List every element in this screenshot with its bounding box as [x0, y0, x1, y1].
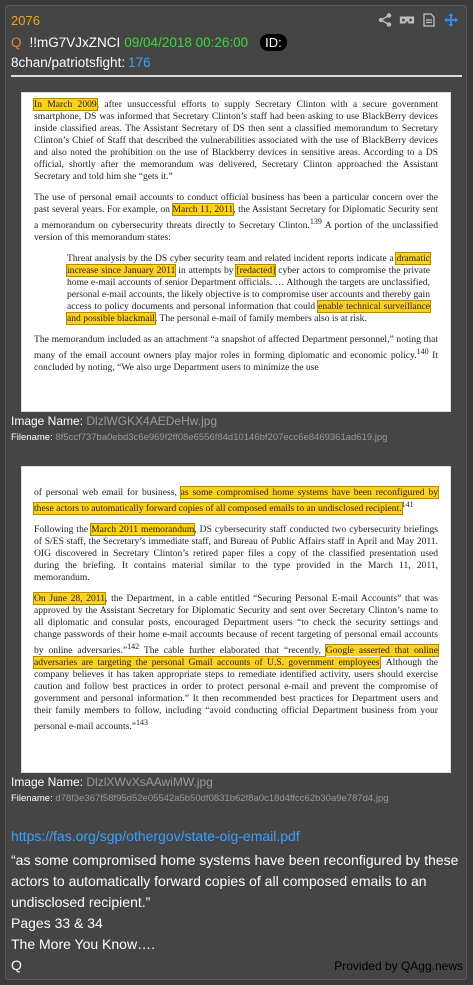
post-datetime: 09/04/2018 00:26:00	[124, 35, 249, 50]
id-badge: ID:	[260, 34, 287, 51]
attached-image-1[interactable]	[22, 93, 450, 411]
signature-q: Q	[11, 957, 22, 973]
document-page-2: of personal web email for business, as some compromised home systems have been reconfigured by these actors to automatically forward copies of all composed emails to an undisclosed recipient.$^{141}$ Following the March 2011 memorandum, DS cybersecurity staff conducted two cybersecurity briefings of S/ES staff, the Secretary’s immediate staff, and Bureau of Public Affairs staff in April and May 2011. OIG discovered in Secretary Clinton’s retired paper files a copy of the classified presentation used during the briefing. It contains material similar to the type provided in the March 11, 2011, memorandum. On June 28, 2011, the Department, in a cable entitled “Securing Personal E-mail Accounts” that was approved by the Assistant Secretary for Diplomatic Security and sent over Secretary Clinton’s name to all diplomatic and consular posts, encouraged Department users “to check the security settings and change passwords of their home e-mail accounts because of recent targeting of personal email accounts by online adversaries.”$^{142}$ The cable further elaborated that “recently, Google asserted that online adversaries are targeting the personal Gmail accounts of U.S. government employees. Although the company believes it has taken appropriate steps to remediate identified activity, users should exercise caution and follow best practices in order to protect personal e-mail and prevent the compromise of government and personal information.” It then recommended best practices for Department users and their family members to follow, including “avoid conducting official Department business from your personal e-mail accounts.”$^{143}$	[34, 487, 439, 733]
image-name-value[interactable]: DlzlXWvXsAAwiMW.jpg	[86, 775, 213, 789]
image-name-1: Image Name: DlzlWGKX4AEDeHw.jpg	[11, 414, 218, 428]
quote-text: “as some compromised home systems have been reconfigured by these actors to automatically forward copies of all composed emails to an undisclosed recipient.”	[11, 852, 459, 910]
post-number[interactable]: 2076	[11, 13, 40, 28]
document-icon[interactable]	[421, 12, 437, 28]
more-you-know-text: The More You Know….	[11, 936, 155, 952]
filename-1: Filename: 8f5ccf737ba0ebd3c6e969f2ff08e6556f84d10146bf207ecc6e8469361ad619.jpg	[11, 432, 388, 443]
filename-value[interactable]: 8f5ccf737ba0ebd3c6e969f2ff08e6556f84d10146bf207ecc6e8469361ad619.jpg	[55, 432, 388, 443]
document-page-1: In March 2009, after unsuccessful efforts to supply Secretary Clinton with a secure government smartphone, DS was informed that Secretary Clinton’s staff had been asking to use BlackBerry devices inside classified areas. The Assistant Secretary of DS then sent a classified memorandum to Secretary Clinton’s Chief of Staff that described the vulnerabilities associated with the use of BlackBerry devices and also noted the prohibition on the use of Blackberry devices in sensitive areas. According to a DS official, shortly after the memorandum was delivered, Secretary Clinton approached the Assistant Secretary and told him she “gets it.” The use of personal email accounts to conduct official business has been a particular concern over the past several years. For example, on March 11, 2011, the Assistant Secretary for Diplomatic Security sent a memorandum on cybersecurity threats directly to Secretary Clinton.$^{139}$ A portion of the unclassified version of this memorandum states: Threat analysis by the DS cyber security team and related incident reports indicate a dramatic increase since January 2011 in attempts by [redacted] cyber actors to compromise the private home e-mail accounts of senior Department officials. … Although the targets are unclassified, personal e-mail accounts, the likely objective is to compromise user accounts and thereby gain access to policy documents and personal information that could enable technical surveillance and possible blackmail. The personal e-mail of family members also is at risk. The memorandum included as an attachment “a snapshot of affected Department personnel,” noting that many of the email account owners play major roles in forming diplomatic and economic policy.$^{140}$ It concluded by noting, “We also urge Department users to minimize the use	[34, 99, 438, 374]
post-actions	[377, 12, 459, 28]
q-marker: Q	[11, 35, 22, 50]
provided-by[interactable]: Provided by QAgg.news	[334, 959, 463, 973]
board-post-link[interactable]: 176	[128, 55, 151, 70]
post-header	[11, 34, 287, 51]
board-line	[11, 55, 151, 70]
vr-icon[interactable]	[399, 12, 415, 28]
attached-image-2[interactable]	[22, 467, 450, 772]
filename-2: Filename: d78f3e367f58f95d52e05542a5b50df0831b62f8a0c18d4ffcc62b30a9e787d4.jpg	[11, 793, 389, 804]
pages-text: Pages 33 & 34	[11, 915, 103, 931]
share-icon[interactable]	[377, 12, 393, 28]
move-icon[interactable]	[443, 12, 459, 28]
filename-value[interactable]: d78f3e367f58f95d52e05542a5b50df0831b62f8a0c18d4ffcc62b30a9e787d4.jpg	[55, 793, 389, 804]
header-divider	[11, 75, 462, 77]
image-name-2: Image Name: DlzlXWvXsAAwiMW.jpg	[11, 775, 213, 789]
post-body	[11, 850, 461, 976]
image-name-value[interactable]: DlzlWGKX4AEDeHw.jpg	[86, 414, 218, 428]
source-link[interactable]: https://fas.org/sgp/othergov/state-oig-email.pdf	[11, 828, 300, 844]
tripcode: !!mG7VJxZNCI	[29, 35, 121, 50]
board-label: 8chan/patriotsfight:	[11, 55, 126, 70]
